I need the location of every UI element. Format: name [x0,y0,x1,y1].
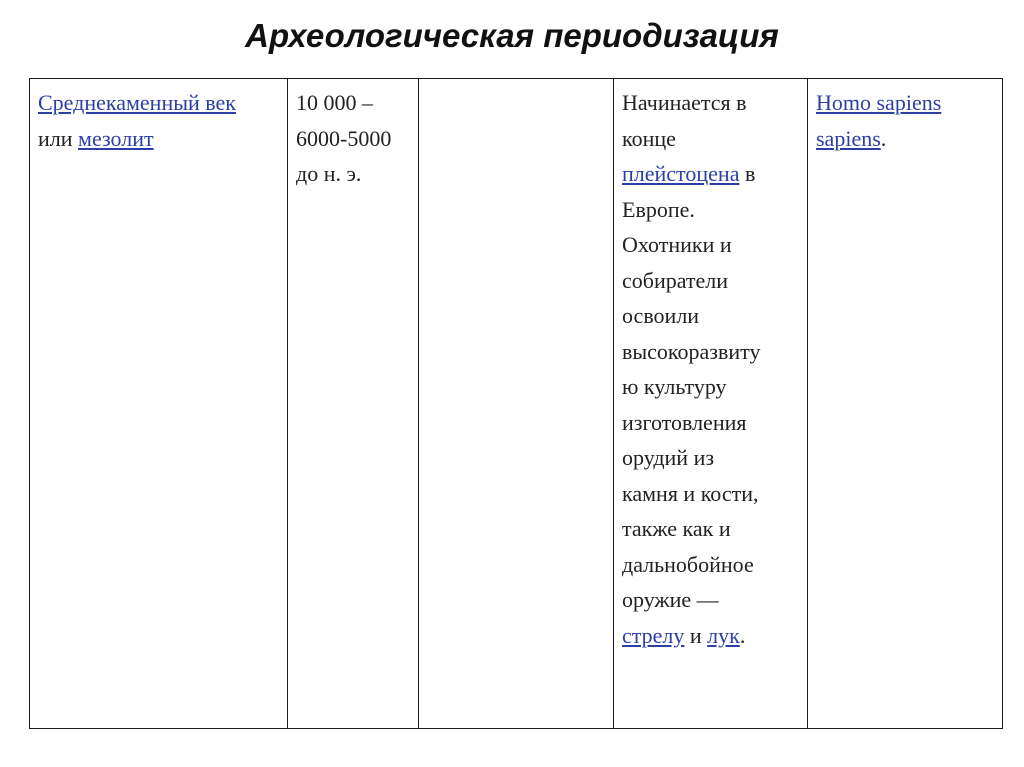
desc-line: также как и [622,516,731,541]
desc-line: оружие — [622,587,719,612]
dates-line-3: до н. э. [296,161,362,186]
desc-text: и [684,622,708,648]
link-homo-sapiens[interactable]: Homo sapiens [816,90,942,115]
desc-line: Европе. [622,196,695,222]
link-pleistocene[interactable]: плейстоцена [622,161,740,186]
link-mesolithic[interactable]: мезолит [78,125,154,151]
desc-line: орудий из [622,445,715,470]
dates-line-1: 10 000 – [296,90,373,115]
desc-line: дальнобойное [622,551,754,577]
dates-line-2: 6000-5000 [296,125,392,151]
desc-line: ю культуру [622,374,727,399]
species-period: . [880,125,887,151]
link-sapiens[interactable]: sapiens [816,125,881,151]
empty-cell [419,79,614,729]
species-cell [808,79,1003,729]
desc-line: конце [622,125,676,151]
link-bow[interactable]: лук [707,622,740,648]
desc-line: Охотники и [622,232,732,257]
connector-text: или [38,125,73,151]
slide-title: Археологическая периодизация [245,17,779,54]
desc-text: . [739,622,746,648]
desc-line: освоили [622,303,700,328]
desc-line: камня и кости, [622,480,759,506]
description-cell [614,79,808,729]
desc-line: собиратели [622,267,729,293]
desc-line: изготовления [622,409,747,435]
table-row [30,79,1003,729]
desc-line: Начинается в [622,90,747,115]
desc-line: высокоразвиту [622,338,761,364]
link-arrow[interactable]: стрелу [622,622,685,648]
link-middle-stone-age[interactable]: Среднекаменный век [38,90,236,115]
desc-text: в [739,161,756,186]
periodization-table [29,78,1003,729]
period-name-cell [30,79,288,729]
dates-cell [288,79,419,729]
